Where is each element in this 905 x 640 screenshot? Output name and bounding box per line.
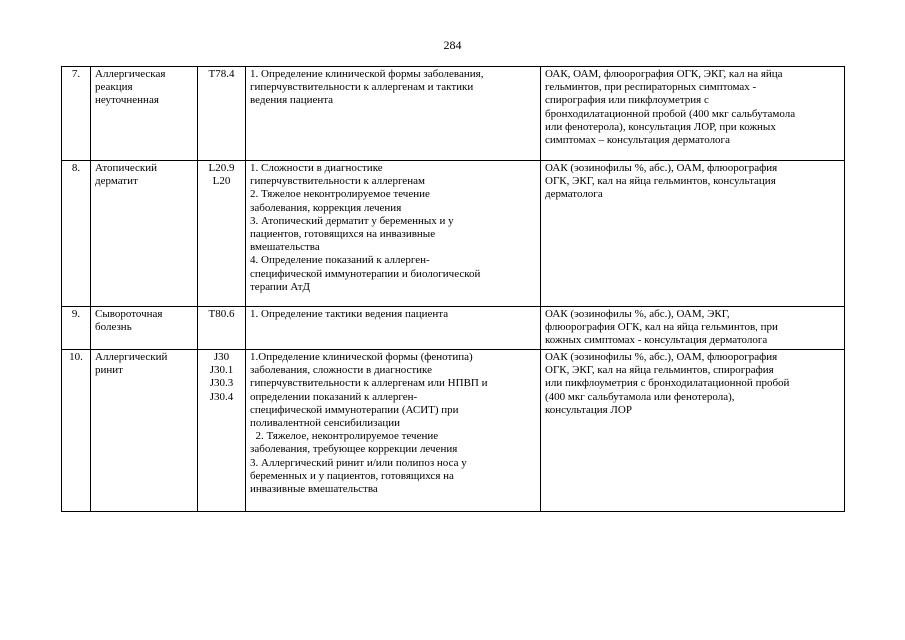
- referral-reasons-cell: [246, 67, 541, 161]
- table-row: [62, 67, 845, 161]
- required-exams-cell: [541, 350, 845, 512]
- row-number: 8.: [71, 162, 81, 174]
- referral-reason-line: ведения пациента: [250, 94, 334, 107]
- row-number-cell: [62, 307, 91, 350]
- referral-reason-line: гиперчувствительности к аллергенам и тактики: [250, 81, 474, 94]
- disease-name-line: неуточненная: [95, 94, 159, 107]
- required-exam-line: кожных симптомах - консультация дерматолога: [545, 334, 768, 347]
- disease-name-line: реакция: [95, 81, 133, 94]
- required-exam-line: гельминтов, при респираторных симптомах -: [545, 81, 757, 94]
- referral-reason-line: заболевания, коррекция лечения: [250, 201, 402, 214]
- referral-reason-line: заболевания, сложности в диагностике: [250, 364, 433, 377]
- referral-reason-line: поливалентной сенсибилизации: [250, 417, 401, 430]
- referral-reason-line: гиперчувствительности к аллергенам: [250, 175, 425, 188]
- referral-reason-line: 3. Аллергический ринит и/или полипоз носа у: [250, 456, 467, 469]
- disease-name-line: Аллергический: [95, 351, 168, 363]
- icd-code: J30.1: [209, 364, 234, 377]
- required-exam-line: ОГК, ЭКГ, кал на яйца гельминтов, консультация: [545, 175, 776, 188]
- referral-reasons-cell: [246, 350, 541, 512]
- referral-reason-line: вмешательства: [250, 241, 320, 254]
- icd-code: J30.3: [209, 377, 234, 390]
- disease-name-line: Аллергическая: [95, 68, 166, 80]
- required-exam-line: ОГК, ЭКГ, кал на яйца гельминтов, спирография: [545, 364, 774, 377]
- row-number: 9.: [71, 308, 81, 320]
- disease-name-line: Атопический: [95, 162, 158, 174]
- icd-code: Т80.6: [208, 308, 235, 320]
- required-exam-line: флюорография ОГК, кал на яйца гельминтов, при: [545, 321, 778, 334]
- referral-reason-line: пациентов, готовящихся на инвазивные: [250, 228, 436, 241]
- row-number-cell: [62, 67, 91, 161]
- disease-name-line: ринит: [95, 364, 123, 377]
- table-row: [62, 350, 845, 512]
- disease-name-cell: [91, 161, 198, 307]
- disease-name-line: Сывороточная: [95, 308, 163, 320]
- row-number: 10.: [69, 351, 83, 363]
- disease-name-cell: [91, 67, 198, 161]
- icd-code: L20.9: [208, 162, 235, 174]
- required-exam-line: консультация ЛОР: [545, 403, 632, 416]
- required-exam-line: дерматолога: [545, 188, 603, 201]
- disease-name-line: дерматит: [95, 175, 138, 188]
- required-exam-line: ОАК, ОАМ, флюорография ОГК, ЭКГ, кал на яйца: [545, 68, 783, 80]
- icd-code: J30.4: [209, 390, 234, 403]
- icd-code: Т78.4: [208, 68, 235, 80]
- referral-reason-line: 1. Определение тактики ведения пациента: [250, 308, 449, 320]
- required-exam-line: ОАК (эозинофилы %, абс.), ОАМ, флюорография: [545, 162, 778, 174]
- icd-code: J30: [213, 351, 230, 363]
- referral-reasons-cell: [246, 161, 541, 307]
- required-exam-line: спирография или пикфлоуметрия с: [545, 94, 709, 107]
- referral-reason-line: беременных и у пациентов, готовящихся на: [250, 469, 454, 482]
- icd-code-cell: [198, 307, 246, 350]
- referral-reasons-cell: [246, 307, 541, 350]
- row-number-cell: [62, 350, 91, 512]
- disease-name-cell: [91, 350, 198, 512]
- referral-reason-line: 2. Тяжелое неконтролируемое течение: [250, 188, 430, 201]
- referral-reason-line: 2. Тяжелое, неконтролируемое течение: [250, 430, 439, 443]
- table-row: [62, 161, 845, 307]
- icd-code-cell: [198, 67, 246, 161]
- required-exams-cell: [541, 307, 845, 350]
- row-number: 7.: [71, 68, 81, 80]
- referral-reason-line: заболевания, требующее коррекции лечения: [250, 443, 458, 456]
- referral-reason-line: инвазивные вмешательства: [250, 483, 378, 496]
- referral-reason-line: 4. Определение показаний к аллерген-: [250, 254, 430, 267]
- disease-name-line: болезнь: [95, 321, 132, 334]
- required-exam-line: симптомах – консультация дерматолога: [545, 134, 730, 147]
- icd-code: L20: [212, 175, 231, 188]
- required-exams-cell: [541, 161, 845, 307]
- referral-reason-line: гиперчувствительности к аллергенам или НПВП и: [250, 377, 488, 390]
- icd-code-cell: [198, 161, 246, 307]
- required-exam-line: или пикфлоуметрия с бронходилатационной пробой: [545, 377, 790, 390]
- required-exam-line: ОАК (эозинофилы %, абс.), ОАМ, флюорография: [545, 351, 778, 363]
- disease-name-cell: [91, 307, 198, 350]
- referral-reason-line: специфической иммунотерапии и биологической: [250, 267, 481, 280]
- referral-reason-line: терапии АтД: [250, 280, 311, 293]
- page-number: 284: [443, 38, 462, 52]
- referral-reason-line: 3. Атопический дерматит у беременных и у: [250, 214, 454, 227]
- referral-reason-line: специфической иммунотерапии (АСИТ) при: [250, 403, 459, 416]
- referral-reason-line: 1.Определение клинической формы (фенотипа): [250, 351, 473, 363]
- required-exams-cell: [541, 67, 845, 161]
- required-exam-line: или фенотерола), консультация ЛОР, при кожных: [545, 120, 776, 133]
- required-exam-line: (400 мкг сальбутамола или фенотерола),: [545, 390, 735, 403]
- icd-code-cell: [198, 350, 246, 512]
- table-row: [62, 307, 845, 350]
- referral-reason-line: определении показаний к аллерген-: [250, 390, 418, 403]
- required-exam-line: ОАК (эозинофилы %, абс.), ОАМ, ЭКГ,: [545, 308, 730, 320]
- referral-reason-line: 1. Определение клинической формы заболевания,: [250, 68, 484, 80]
- row-number-cell: [62, 161, 91, 307]
- referral-criteria-table: [61, 66, 845, 512]
- referral-reason-line: 1. Сложности в диагностике: [250, 162, 383, 174]
- required-exam-line: бронходилатационной пробой (400 мкг сальбутамола: [545, 107, 796, 120]
